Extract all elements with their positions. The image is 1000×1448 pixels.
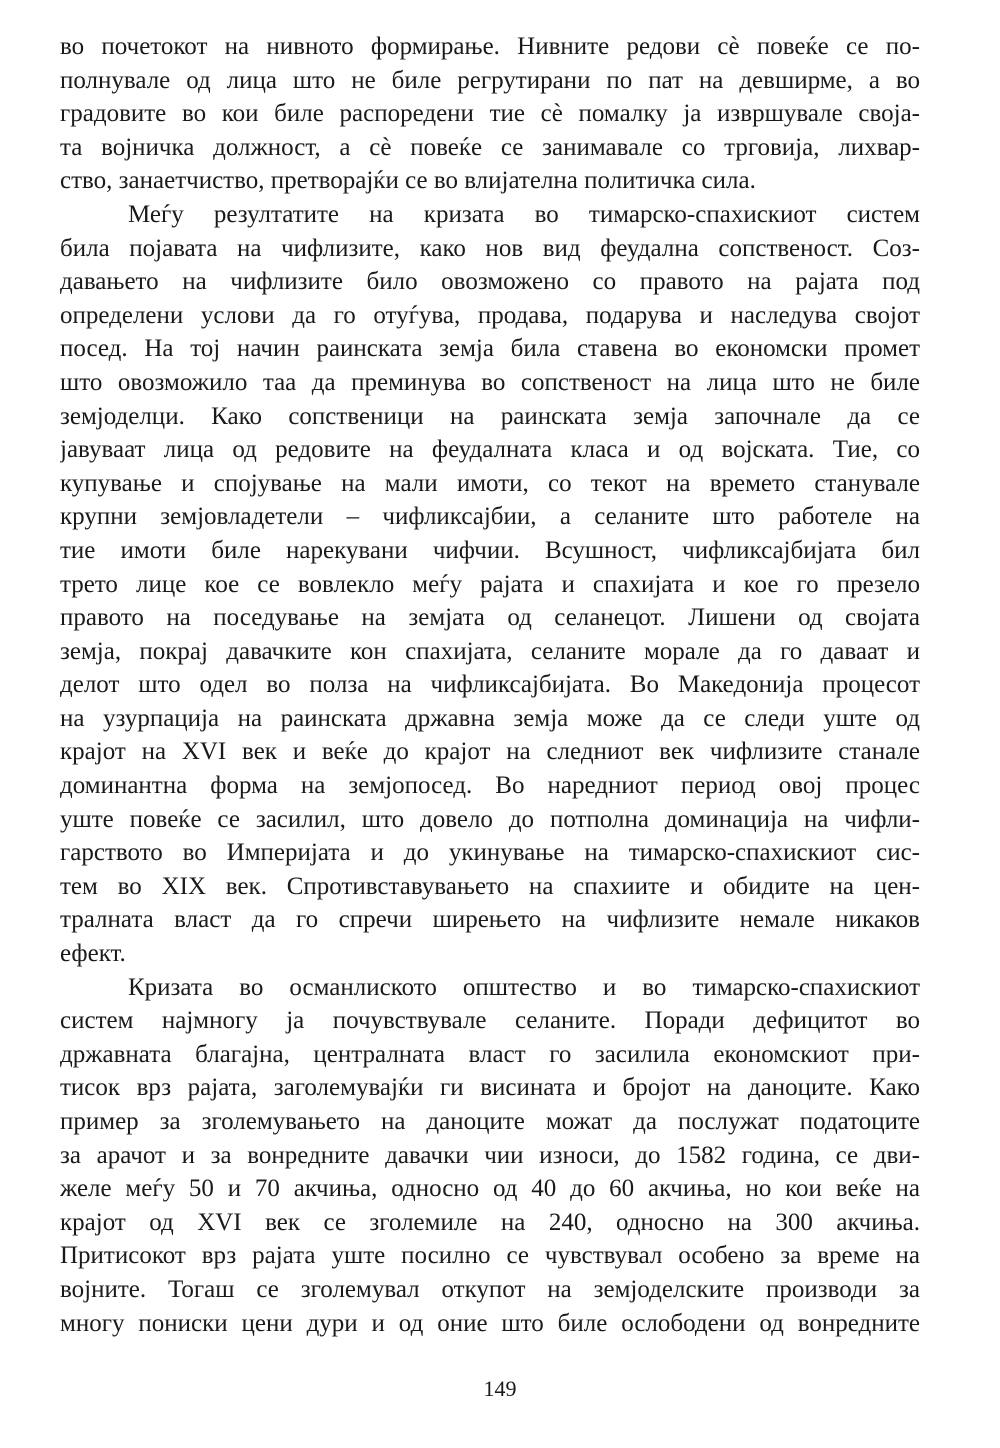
text-line: давањето на чифлизите било овозможено со правото на рајата под: [60, 268, 920, 296]
text-line: полнувале од лица што не биле регрутирани по пат на девширме, а во: [60, 66, 920, 94]
text-line: тем во XIX век. Спротивставувањето на спахиите и обидите на цен-: [60, 872, 920, 900]
text-line: државната благајна, централната власт го засилила економскиот при-: [60, 1040, 920, 1068]
text-line: била појавата на чифлизите, како нов вид феудална сопственост. Соз-: [60, 234, 920, 262]
text-line: крајот на XVI век и веќе до крајот на следниот век чифлизите станале: [60, 738, 920, 766]
text-line: земјоделци. Како сопственици на раинската земја започнале да се: [60, 402, 920, 430]
text-line: крајот од XVI век се зголемиле на 240, односно на 300 акчиња.: [60, 1208, 920, 1236]
text-line: Меѓу резултатите на кризата во тимарско-спахискиот систем: [128, 200, 920, 228]
document-page: [60, 30, 920, 1340]
paragraph-3: [60, 971, 920, 1341]
text-line: Кризата во османлиското општество и во тимарско-спахискиот: [128, 973, 920, 1001]
text-line: градовите во кои биле распоредени тие сѐ помалку ја извршувале своја-: [60, 100, 920, 128]
text-line: уште повеќе се засилил, што довело до потполна доминација на чифли-: [60, 805, 920, 833]
text-line: многу пониски цени дури и од оние што биле ослободени од вонредните: [60, 1309, 920, 1337]
text-line: пример за зголемувањето на даноците можат да послужат податоците: [60, 1108, 920, 1135]
text-line: војните. Тогаш се зголемувал откупот на земјоделските производи за: [60, 1275, 920, 1303]
text-line: купување и спојување на мали имоти, со текот на времето станувале: [60, 469, 920, 497]
text-line: определени услови да го отуѓува, продава, подарува и наследува својот: [60, 301, 920, 329]
paragraph-2: [60, 198, 920, 971]
text-line: што овозможило таа да преминува во сопственост на лица што не биле: [60, 368, 920, 396]
paragraph-1: [60, 30, 920, 198]
text-line: гарството во Империјата и до укинување на тимарско-спахискиот сис-: [60, 839, 920, 867]
text-line: на узурпација на раинската државна земја може да се следи уште од: [60, 704, 920, 732]
page-number: 149: [483, 1376, 517, 1401]
text-line: тие имоти биле нарекувани чифчии. Всушност, чифликсајбијата бил: [60, 536, 920, 564]
text-line: систем најмногу ја почувствувале селаните. Поради дефицитот во: [60, 1007, 920, 1035]
text-line: Притисокот врз рајата уште посилно се чувствувал особено за време на: [60, 1242, 920, 1270]
text-line: ефект.: [60, 940, 126, 968]
text-line: правото на поседување на земјата од селанецот. Лишени од својата: [60, 604, 920, 632]
text-line: тралната власт да го спречи ширењето на чифлизите немале никаков: [60, 906, 920, 934]
text-line: јавуваат лица од редовите на феудалната класа и од војската. Тие, со: [60, 436, 920, 464]
text-line: доминантна форма на земјопосед. Во наредниот период овој процес: [60, 772, 920, 800]
text-line: ство, занаетчиство, претворајќи се во влијателна политичка сила.: [60, 167, 756, 195]
text-line: тисок врз рајата, заголемувајќи ги висината и бројот на даноците. Како: [60, 1074, 920, 1102]
text-line: трето лице кое се вовлекло меѓу рајата и спахијата и кое го презело: [60, 570, 920, 598]
text-line: посед. На тој начин раинската земја била ставена во економски промет: [60, 335, 920, 363]
text-line: крупни земјовладетели – чифликсајбии, а селаните што работеле на: [60, 503, 920, 531]
text-line: та војничка должност, а сѐ повеќе се занимавале со трговија, лихвар-: [60, 133, 920, 161]
text-line: желе меѓу 50 и 70 акчиња, односно од 40 до 60 акчиња, но кои веќе на: [60, 1175, 920, 1203]
text-line: делот што одел во полза на чифликсајбијата. Во Македонија процесот: [60, 671, 920, 699]
text-line: за арачот и за вонредните давачки чии износи, до 1582 година, се дви-: [60, 1141, 920, 1169]
text-line: во почетокот на нивното формирање. Нивните редови сѐ повеќе се по-: [60, 33, 920, 60]
text-line: земја, покрај давачките кон спахијата, селаните морале да го даваат и: [60, 637, 920, 665]
